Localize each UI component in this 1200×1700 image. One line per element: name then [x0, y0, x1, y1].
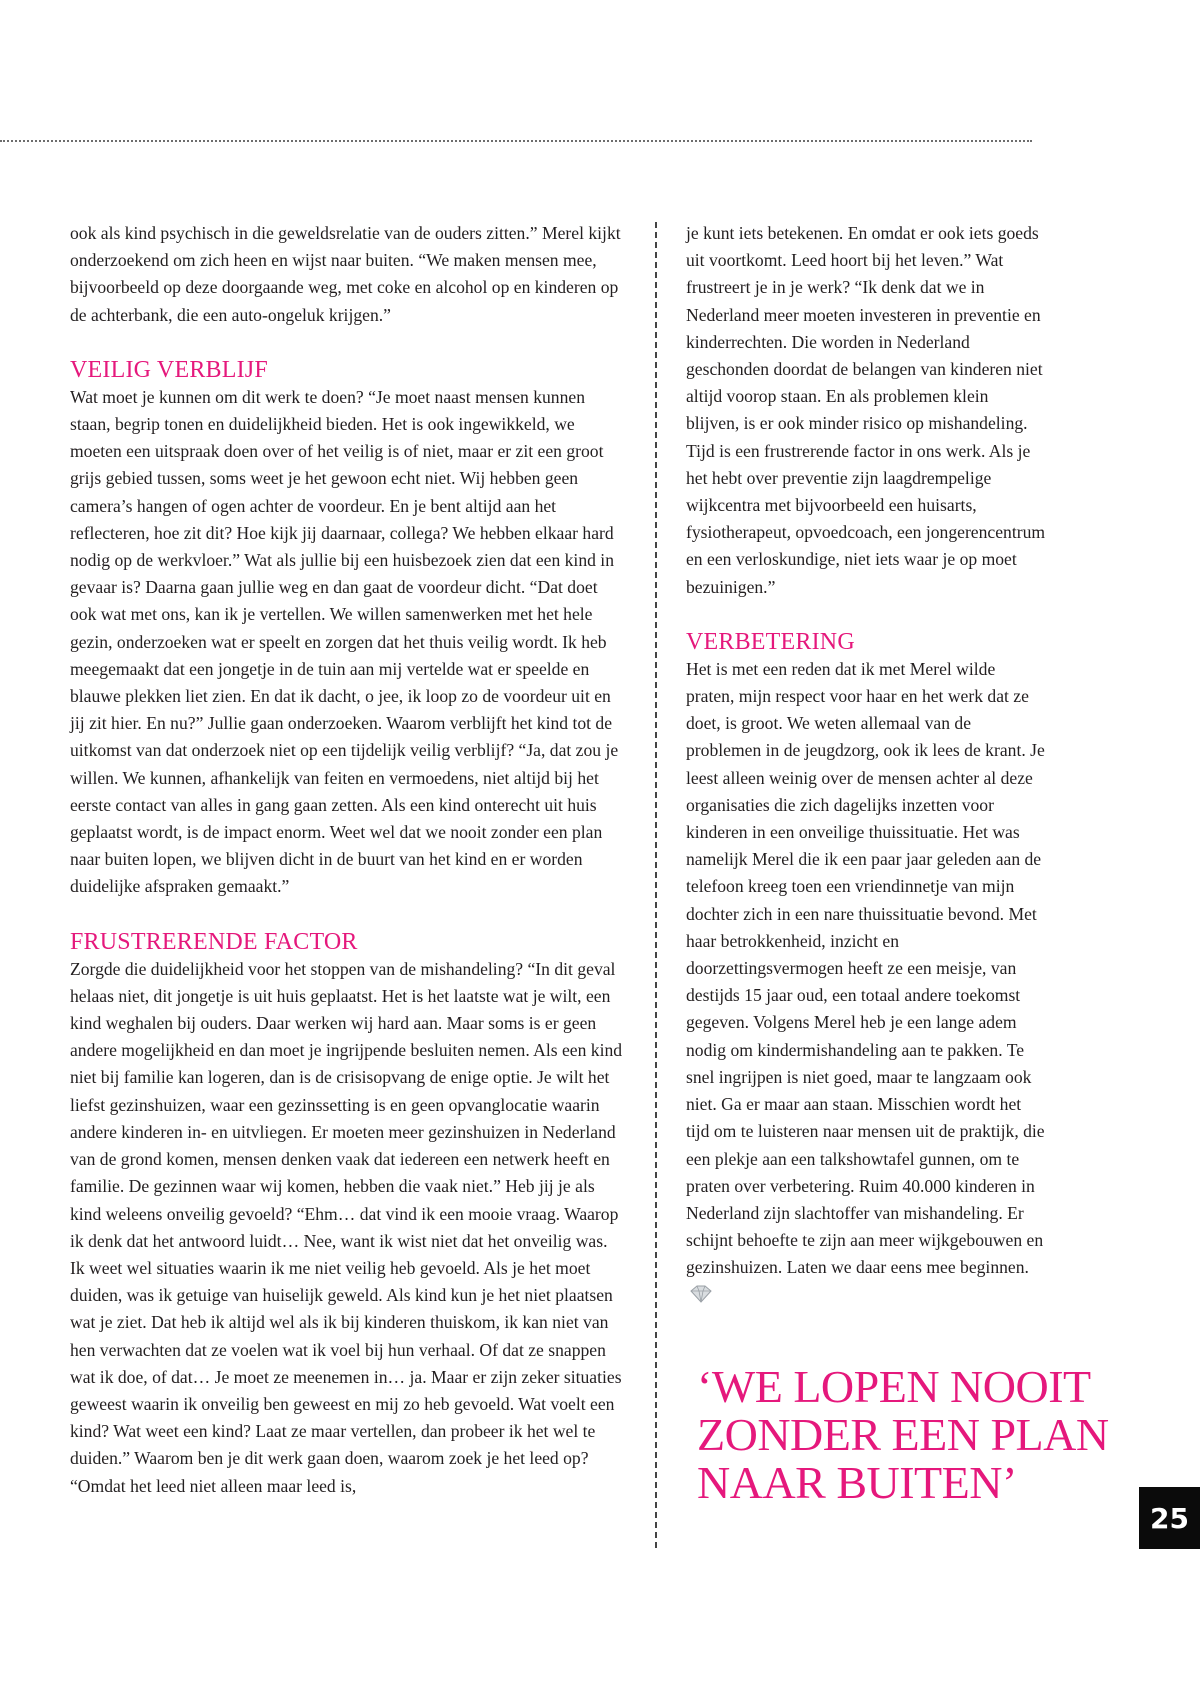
- column-divider: [655, 222, 657, 1548]
- section-heading-verbetering: VERBETERING: [686, 628, 855, 655]
- body-paragraph: Zorgde die duidelijkheid voor het stoppen van de mishandeling? “In dit geval helaas niet, dit jongetje is uit huis geplaatst. Het is het laatste wat je wilt, een kind weghalen bij ouders. Daar werken wij hard aan. Maar soms is er geen andere mogelijkheid en dan moet je ingrijpende besluiten nemen. Als een kind niet bij familie kan logeren, dan is de crisisopvang de enige optie. Je wilt het liefst gezinshuizen, waar een gezinssetting is en geen opvanglocatie waarin andere kinderen in- en uitvliegen. Er moeten meer gezinshuizen in Nederland van de grond komen, mensen denken vaak dat iedereen een netwerk heeft en familie. De gezinnen waar wij komen, hebben die vaak niet.” Heb jij je als kind weleens onveilig gevoeld? “Ehm… dat vind ik een mooie vraag. Waarop ik denk dat het antwoord luidt… Nee, want ik wist niet dat het onveilig was. Ik weet wel situaties waarin ik me niet veilig heb gevoeld. Als je het moet duiden, was ik getuige van huiselijk geweld. Als kind kun je het niet plaatsen wat je ziet. Dat heb ik altijd wel als ik bij kinderen thuiskom, ik kan niet van hen verwachten dat ze voelen wat ik voel bij hun verhaal. Of dat ze snappen wat ik doe, of dat… Je moet ze meenemen in… ja. Maar er zijn zeker situaties geweest waarin ik onveilig ben geweest en mij zo heb gevoeld. Wat voelt een kind? Wat weet een kind? Laat ze maar vertellen, dan probeer ik het wel te duiden.” Waarom ben je dit werk gaan doen, waarom zoek je het leed op? “Omdat het leed niet alleen maar leed is,: [70, 958, 623, 1496]
- pull-quote: ‘WE LOPEN NOOIT ZONDER EEN PLAN NAAR BUITEN’: [697, 1361, 1109, 1508]
- diamond-end-mark-icon: [688, 1285, 714, 1303]
- top-dotted-rule: [0, 140, 1032, 142]
- section-heading-frustrerende-factor: FRUSTRERENDE FACTOR: [70, 928, 358, 955]
- body-paragraph: je kunt iets betekenen. En omdat er ook iets goeds uit voortkomt. Leed hoort bij het leven.” Wat frustreert je in je werk? “Ik denk dat we in Nederland meer moeten investeren in preventie en kinderrechten. Die worden in Nederland geschonden doordat de belangen van kinderen niet altijd voorop staan. En als problemen klein blijven, is er ook minder risico op mishandeling. Tijd is een frustrerende factor in ons werk. Als je het hebt over preventie zijn laagdrempelige wijkcentra met bijvoorbeeld een huisarts, fysiotherapeut, opvoedcoach, een jongerencentrum en een verloskundige, niet iets waar je op moet bezuinigen.”: [686, 223, 1046, 597]
- body-paragraph-final: Het is met een reden dat ik met Merel wilde praten, mijn respect voor haar en het werk dat ze doet, is groot. We weten allemaal van de problemen in de jeugdzorg, ook ik lees de krant. Je leest alleen weinig over de mensen achter al deze organisaties die zich dagelijks inzetten voor kinderen in een onveilige thuissituatie. Het was namelijk Merel die ik een paar jaar geleden aan de telefoon kreeg toen een vriendinnetje van mijn dochter zich in een nare thuissituatie bevond. Met haar betrokkenheid, inzicht en doorzettingsvermogen heeft ze een meisje, van destijds 15 jaar oud, een totaal andere toekomst gegeven. Volgens Merel heb je een lange adem nodig om kindermishandeling aan te pakken. Te snel ingrijpen is niet goed, maar te langzaam ook niet. Ga er maar aan staan. Misschien wordt het tijd om te luisteren naar mensen uit de praktijk, die een plekje aan een talkshowtafel gunnen, om te praten over verbetering. Ruim 40.000 kinderen in Nederland zijn slachtoffer van mishandeling. Er schijnt behoefte te zijn aan meer wijkgebouwen en gezinshuizen. Laten we daar eens mee beginnen.: [686, 656, 1046, 1309]
- page-number-badge: 25: [1139, 1487, 1200, 1549]
- body-paragraph: Wat moet je kunnen om dit werk te doen? “Je moet naast mensen kunnen staan, begrip tonen en duidelijkheid bieden. Het is ook ingewikkeld, we moeten een uitspraak doen over of het veilig is of niet, maar er zit een groot grijs gebied tussen, soms weet je het gewoon echt niet. Wij hebben geen camera’s hangen of ogen achter de voordeur. En je bent altijd aan het reflecteren, hoe zit dit? Hoe kijk jij daarnaar, collega? We hebben elkaar hard nodig op de werkvloer.” Wat als jullie bij een huisbezoek zien dat een kind in gevaar is? Daarna gaan jullie weg en dan gaat de voordeur dicht. “Dat doet ook wat met ons, kan ik je vertellen. We willen samenwerken met het hele gezin, onderzoeken wat er speelt en zorgen dat het thuis veilig wordt. Ik heb meegemaakt dat een jongetje in de tuin aan mij vertelde wat er speelde en blauwe plekken liet zien. En dat ik dacht, o jee, ik loop zo de voordeur uit en jij zit hier. En nu?” Jullie gaan onderzoeken. Waarom verblijft het kind tot de uitkomst van dat onderzoek niet op een tijdelijk veilig verblijf? “Ja, dat zou je willen. We kunnen, afhankelijk van feiten en vermoedens, niet altijd bij het eerste contact van alles in gang gaan zetten. Als een kind onterecht uit huis geplaatst wordt, is de impact enorm. Weet wel dat we nooit zonder een plan naar buiten lopen, we blijven dicht in de buurt van het kind en er worden duidelijke afspraken gemaakt.”: [70, 386, 619, 897]
- body-paragraph: ook als kind psychisch in die geweldsrelatie van de ouders zitten.” Merel kijkt onderzoekend om zich heen en wijst naar buiten. “We maken mensen mee, bijvoorbeeld op deze doorgaande weg, met coke en alcohol op en kinderen op de achterbank, die een auto-ongeluk krijgen.”: [70, 223, 621, 325]
- article-column-left: [70, 220, 626, 1500]
- article-column-right: [686, 220, 1046, 1309]
- section-heading-veilig-verblijf: VEILIG VERBLIJF: [70, 356, 268, 383]
